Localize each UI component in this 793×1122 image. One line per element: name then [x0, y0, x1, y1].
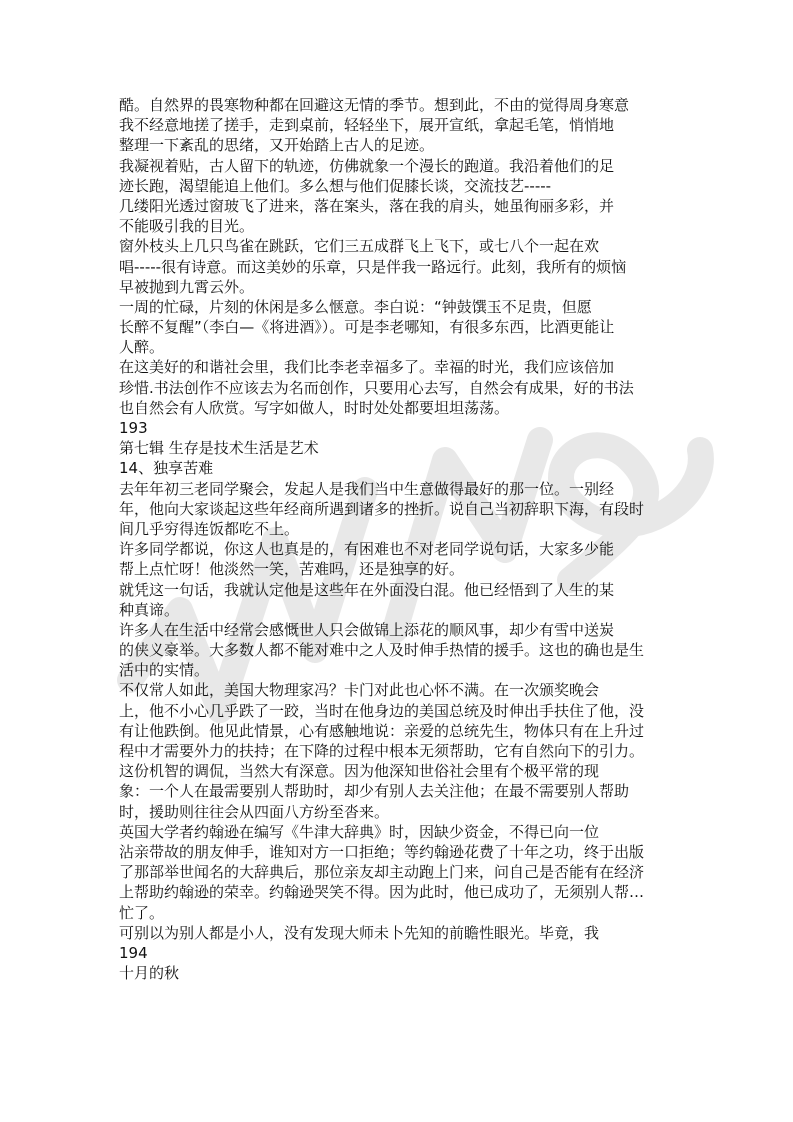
text-line: 就凭这一句话，我就认定他是这些年在外面没白混。他已经悟到了人生的某 [119, 580, 615, 599]
text-line: 不仅常人如此，美国大物理家冯？卡门对此也心怀不满。在一次颁奖晚会 [119, 681, 600, 700]
text-line: 上，他不小心几乎跌了一跤，当时在他身边的美国总统及时伸出手扶住了他，没 [119, 701, 645, 720]
text-line: 在这美好的和谐社会里，我们比李老幸福多了。幸福的时光，我们应该倍加 [119, 358, 615, 377]
text-line: 人醉。 [119, 338, 165, 357]
text-line: 年，他向大家谈起这些年经商所遇到诸多的挫折。说自己当初辞职下海，有段时 [119, 499, 645, 518]
text-line: 沾亲带故的朋友伸手，谁知对方一口拒绝；等约翰逊花费了十年之功，终于出版 [119, 842, 645, 861]
text-line: 间几乎穷得连饭都吃不上。 [119, 519, 300, 538]
text-line: 唱-----很有诗意。而这美妙的乐章，只是伴我一路远行。此刻，我所有的烦恼 [119, 257, 627, 276]
text-line: 上帮助约翰逊的荣幸。约翰逊哭笑不得。因为此时，他已成功了，无须别人帮… [119, 883, 645, 902]
text-line: 了那部举世闻名的大辞典后，那位亲友却主动跑上门来，问自己是否能有在经济 [119, 863, 645, 882]
text-line: 的侠义豪举。大多数人都不能对难中之人及时伸手热情的援手。这也的确也是生 [119, 641, 645, 660]
text-line: 活中的实情。 [119, 661, 210, 680]
chapter-title: 14、独享苦难 [119, 459, 214, 478]
text-line: 长醉不复醒”（李白—《将进酒》）。可是李老哪知，有很多东西，比酒更能让 [119, 318, 615, 337]
text-line: 许多人在生活中经常会感慨世人只会做锦上添花的顺风事，却少有雪中送炭 [119, 620, 615, 639]
text-line: 我不经意地搓了搓手，走到桌前，轻轻坐下，展开宣纸，拿起毛笔，悄悄地 [119, 116, 615, 135]
page-number: 193 [119, 419, 148, 437]
text-line: 珍惜.书法创作不应该去为名而创作，只要用心去写，自然会有成果，好的书法 [119, 378, 634, 397]
text-line: 忙了。 [119, 903, 165, 922]
text-line: 一周的忙碌，片刻的休闲是多么惬意。李白说：“钟鼓馔玉不足贵，但愿 [119, 297, 592, 316]
text-line: 去年年初三老同学聚会，发起人是我们当中生意做得最好的那一位。一别经 [119, 479, 615, 498]
running-footer: 十月的秋 [119, 964, 180, 983]
text-line: 时，援助则往往会从四面八方纷至沓来。 [119, 802, 390, 821]
text-line: 窗外枝头上几只鸟雀在跳跃，它们三五成群飞上飞下，或七八个一起在欢 [119, 237, 600, 256]
text-line: 我凝视着贴，古人留下的轨迹，仿佛就象一个漫长的跑道。我沿着他们的足 [119, 156, 615, 175]
text-line: 程中才需要外力的扶持；在下降的过程中根本无须帮助，它有自然向下的引力。 [119, 742, 645, 760]
text-line: 也自然会有人欣赏。写字如做人，时时处处都要坦坦荡荡。 [119, 398, 510, 417]
text-line: 不能吸引我的目光。 [119, 217, 255, 236]
text-line: 有让他跌倒。他见此情景，心有感触地说：亲爱的总统先生，物体只有在上升过 [119, 721, 645, 740]
page-number: 194 [119, 943, 148, 962]
text-line: 酷。自然界的畏寒物种都在回避这无情的季节。想到此，不由的觉得周身寒意 [119, 96, 630, 114]
text-line: 早被抛到九霄云外。 [119, 277, 255, 296]
text-line: 迹长跑，渴望能追上他们。多么想与他们促膝长谈，交流技艺----- [119, 176, 552, 195]
text-line: 种真谛。 [119, 600, 180, 619]
section-header: 第七辑 生存是技术生活是艺术 [119, 439, 319, 458]
text-line: 象：一个人在最需要别人帮助时，却少有别人去关注他；在最不需要别人帮助 [119, 782, 630, 801]
text-line: 许多同学都说，你这人也真是的，有困难也不对老同学说句话，大家多少能 [119, 540, 615, 559]
text-line: 可别以为别人都是小人，没有发现大师未卜先知的前瞻性眼光。毕竟，我 [119, 923, 600, 942]
text-line: 帮上点忙呀！他淡然一笑，苦难吗，还是独享的好。 [119, 560, 465, 579]
text-line: 几缕阳光透过窗玻飞了进来，落在案头，落在我的肩头，她虽徇丽多彩，并 [119, 196, 615, 215]
text-line: 英国大学者约翰逊在编写《牛津大辞典》时，因缺少资金，不得已向一位 [119, 822, 600, 841]
document-text [119, 95, 679, 983]
text-line: 这份机智的调侃，当然大有深意。因为他深知世俗社会里有个极平常的现 [119, 762, 600, 781]
text-line: 整理一下紊乱的思绪，又开始踏上古人的足迹。 [119, 136, 435, 155]
